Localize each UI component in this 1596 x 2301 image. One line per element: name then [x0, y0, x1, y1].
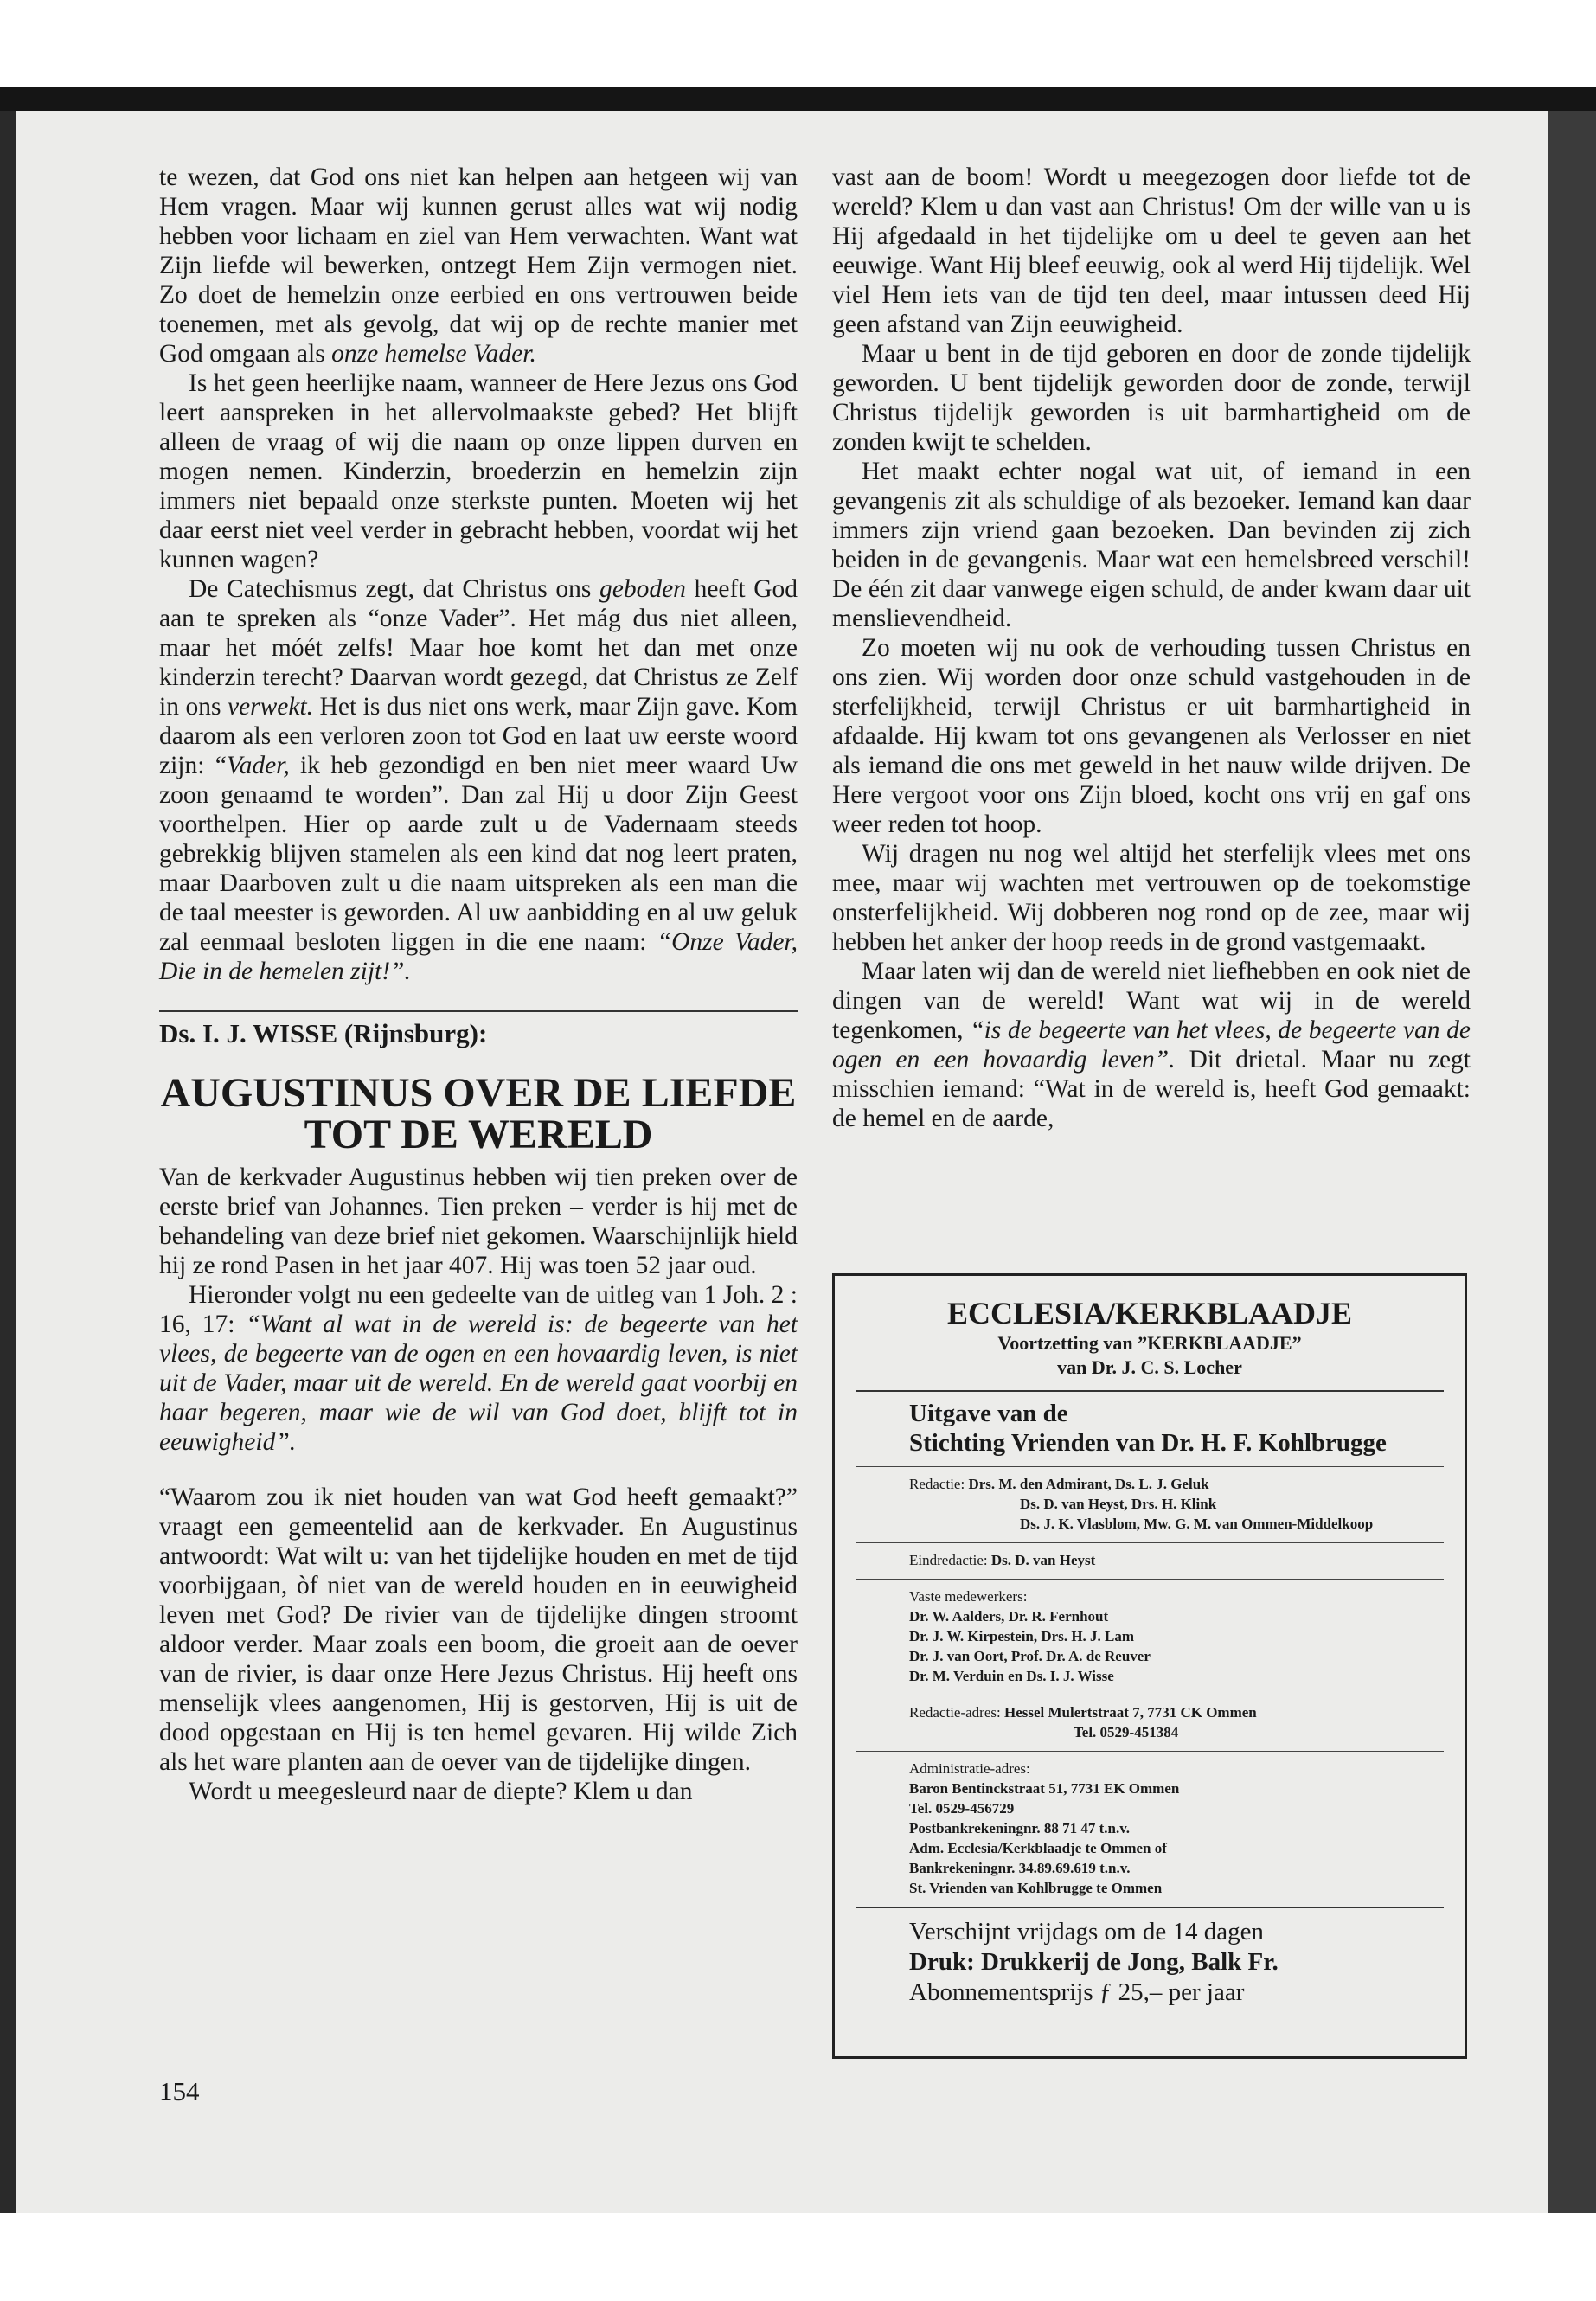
paragraph: “Waarom zou ik niet houden van wat God heeft gemaakt?” vraagt een gemeentelid aan de kerkvader. En Augustinus antwoordt: Wat wilt u: van het tijdelijke houden en met de tijd voorbijgaan, òf niet van de wereld houden en in eeuwigheid leven met God? De rivier van de tijdelijke dingen stroomt aldoor verder. Maar zoals een boom, die groeit aan de oever van de rivier, is daar onze Here Jezus Christus. Hij heeft ons menselijk vlees aangenomen, Hij is gestorven, Hij is uit de dood opgestaan en Hij is ten hemel gevaren. Hij wilde Zich als het ware planten aan de oever van de tijdelijke dingen. — [159, 1484, 798, 1776]
editorial-board: Redactie: Drs. M. den Admirant, Ds. L. J. Geluk Ds. D. van Heyst, Drs. H. Klink Ds. J. K. Vlasblom, Mw. G. M. van Ommen-Middelkoop — [909, 1476, 1374, 1532]
paragraph: Het maakt echter nogal wat uit, of iemand in een gevangenis zit als schuldige of als bezoeker. Iemand kan daar immers zijn vriend gaan bezoeken. Dan bevinden zij zich beiden in de gevangenis. Maar wat een hemelsbreed verschil! De één zit daar vanwege eigen schuld, de ander kwam daar uit menslievendheid. — [832, 458, 1471, 632]
paragraph: Is het geen heerlijke naam, wanneer de Here Jezus ons God leert aanspreken in het allervolmaakste gebed? Het blijft alleen de vraag of wij die naam op onze lippen durven en mogen nemen. Kinderzin, broederzin en hemelzin zijn immers niet bepaald onze sterkste punten. Moeten wij het daar eerst niet veel verder in gebracht hebben, voordat wij het kunnen wagen? — [159, 369, 798, 574]
publication-info: Verschijnt vrijdags om de 14 dagen Druk: Drukkerij de Jong, Balk Fr. Abonnementsprijs ƒ 25,– per jaar — [856, 1907, 1444, 2008]
administration-address: Administratie-adres: Baron Bentinckstraat 51, 7731 EK Ommen Tel. 0529-456729 Postbankrekeningnr. 88 71 47 t.n.v. Adm. Ecclesia/Kerkblaadje te Ommen of Bankrekeningnr. 34.89.69.619 t.n.v. St. Vrienden van Kohlbrugge te Ommen — [909, 1760, 1180, 1896]
contributors: Vaste medewerkers: Dr. W. Aalders, Dr. R. Fernhout Dr. J. W. Kirpestein, Drs. H. J. Lam Dr. J. van Oort, Prof. Dr. A. de Reuver Dr. M. Verduin en Ds. I. J. Wisse — [909, 1588, 1151, 1684]
left-column — [159, 163, 798, 1806]
scan-bottom-margin — [0, 2213, 1596, 2301]
colophon-subtitle: Voortzetting van ”KERKBLAADJE” — [997, 1332, 1302, 1354]
article-title: AUGUSTINUS OVER DE LIEFDE TOT DE WERELD — [160, 1070, 797, 1157]
paragraph: De Catechismus zegt, dat Christus ons geboden heeft God aan te spreken als “onze Vader”. Het mág dus niet alleen, maar het móét zelfs! Maar hoe komt het dan met onze kinderzin terecht? Daarvan wordt gezegd, dat Christus ze Zelf in ons verwekt. Het is dus niet ons werk, maar Zijn gave. Kom daarom als een verloren zoon tot God en laat uw eerste woord zijn: “Vader, ik heb gezondigd en ben niet meer waard Uw zoon genaamd te worden”. Dan zal Hij u door Zijn Geest voorthelpen. Hier op aarde zult u de Vadernaam steeds gebrekkig blijven stamelen als een kind dat nog leert praten, maar Daarboven zult u die naam uitspreken als een man die de taal meester is geworden. Al uw aanbidding en al uw geluk zal eenmaal besloten liggen in die ene naam: “Onze Vader, Die in de hemelen zijt!”. — [159, 575, 798, 985]
colophon-subtitle: van Dr. J. C. S. Locher — [1057, 1356, 1242, 1378]
publisher: Uitgave van de Stichting Vrienden van Dr. H. F. Kohlbrugge — [856, 1390, 1444, 1458]
paragraph: te wezen, dat God ons niet kan helpen aan hetgeen wij van Hem vragen. Maar wij kunnen gerust alles wat wij nodig hebben voor lichaam en ziel van Hem verwachten. Want wat Zijn liefde wil bewerken, ontzegt Hem Zijn vermogen niet. Zo doet de hemelzin onze eerbied en ons vertrouwen beide toenemen, met als gevolg, dat wij op de rechte manier met God omgaan als onze hemelse Vader. — [159, 163, 798, 368]
editorial-address: Redactie-adres: Hessel Mulertstraat 7, 7731 CK Ommen Tel. 0529-451384 — [909, 1704, 1257, 1740]
page-number: 154 — [159, 2076, 200, 2106]
paragraph: vast aan de boom! Wordt u meegezogen door liefde tot de wereld? Klem u dan vast aan Christus! Om der wille van u is Hij afgedaald in het tijdelijke om u deel te geven aan het eeuwige. Want Hij bleef eeuwig, ook al werd Hij tijdelijk. Wel viel Hem iets van de tijd ten deel, maar intussen deed Hij geen afstand van Zijn eeuwigheid. — [832, 163, 1471, 338]
final-editor: Eindredactie: Ds. D. van Heyst — [909, 1552, 1096, 1568]
paragraph: Maar laten wij dan de wereld niet liefhebben en ook niet de dingen van de wereld! Want wat wij in de wereld tegenkomen, “is de begeerte van het vlees, de begeerte van de ogen en een hovaardig leven”. Dit drietal. Maar nu zegt misschien iemand: “Wat in de wereld is, heeft God gemaakt: de hemel en de aarde, — [832, 958, 1471, 1132]
paragraph: Zo moeten wij nu ook de verhouding tussen Christus en ons zien. Wij worden door onze schuld vastgehouden in de sterfelijkheid, terwijl Christus er uit barmhartigheid in afdaalde. Hij kwam tot ons gevangenen als Verlosser en niet als iemand die ons met geweld in het nauw wilde drijven. De Here vergoot voor ons Zijn bloed, kocht ons vrij en gaf ons weer reden tot hoop. — [832, 634, 1471, 838]
colophon-title: ECCLESIA/KERKBLAADJE — [946, 1296, 1353, 1330]
colophon-box — [832, 1273, 1467, 2059]
byline: Ds. I. J. WISSE (Rijnsburg): — [159, 1010, 798, 1048]
paragraph: Hieronder volgt nu een gedeelte van de uitleg van 1 Joh. 2 : 16, 17: “Want al wat in de wereld is: de begeerte van het vlees, de begeerte van de ogen en een hovaardig leven, is niet uit de Vader, maar uit de wereld. En de wereld gaat voorbij en haar begeren, maar wie de wil van God doet, blijft tot in eeuwigheid”. — [159, 1281, 798, 1456]
scan-top-shadow — [0, 87, 1596, 111]
paragraph: Wordt u meegesleurd naar de diepte? Klem u dan — [189, 1778, 693, 1805]
paragraph: Maar u bent in de tijd geboren en door de zonde tijdelijk geworden. U bent tijdelijk geworden door de zonde, terwijl Christus tijdelijk geworden is uit barmhartigheid om de zonden kwijt te schelden. — [832, 340, 1471, 456]
scan-top-margin — [0, 0, 1596, 93]
scan-right-shadow — [1548, 111, 1596, 2213]
paragraph: Van de kerkvader Augustinus hebben wij tien preken over de eerste brief van Johannes. Tien preken – verder is hij met de behandeling van deze brief niet gekomen. Waarschijnlijk hield hij ze rond Pasen in het jaar 407. Hij was toen 52 jaar oud. — [159, 1163, 798, 1279]
paragraph: Wij dragen nu nog wel altijd het sterfelijk vlees met ons mee, maar wij wachten met vertrouwen op de toekomstige onsterfelijkheid. Wij dobberen nog rond op de zee, maar wij hebben het anker der hoop reeds in de grond vastgemaakt. — [832, 840, 1471, 956]
right-column — [832, 163, 1471, 1133]
